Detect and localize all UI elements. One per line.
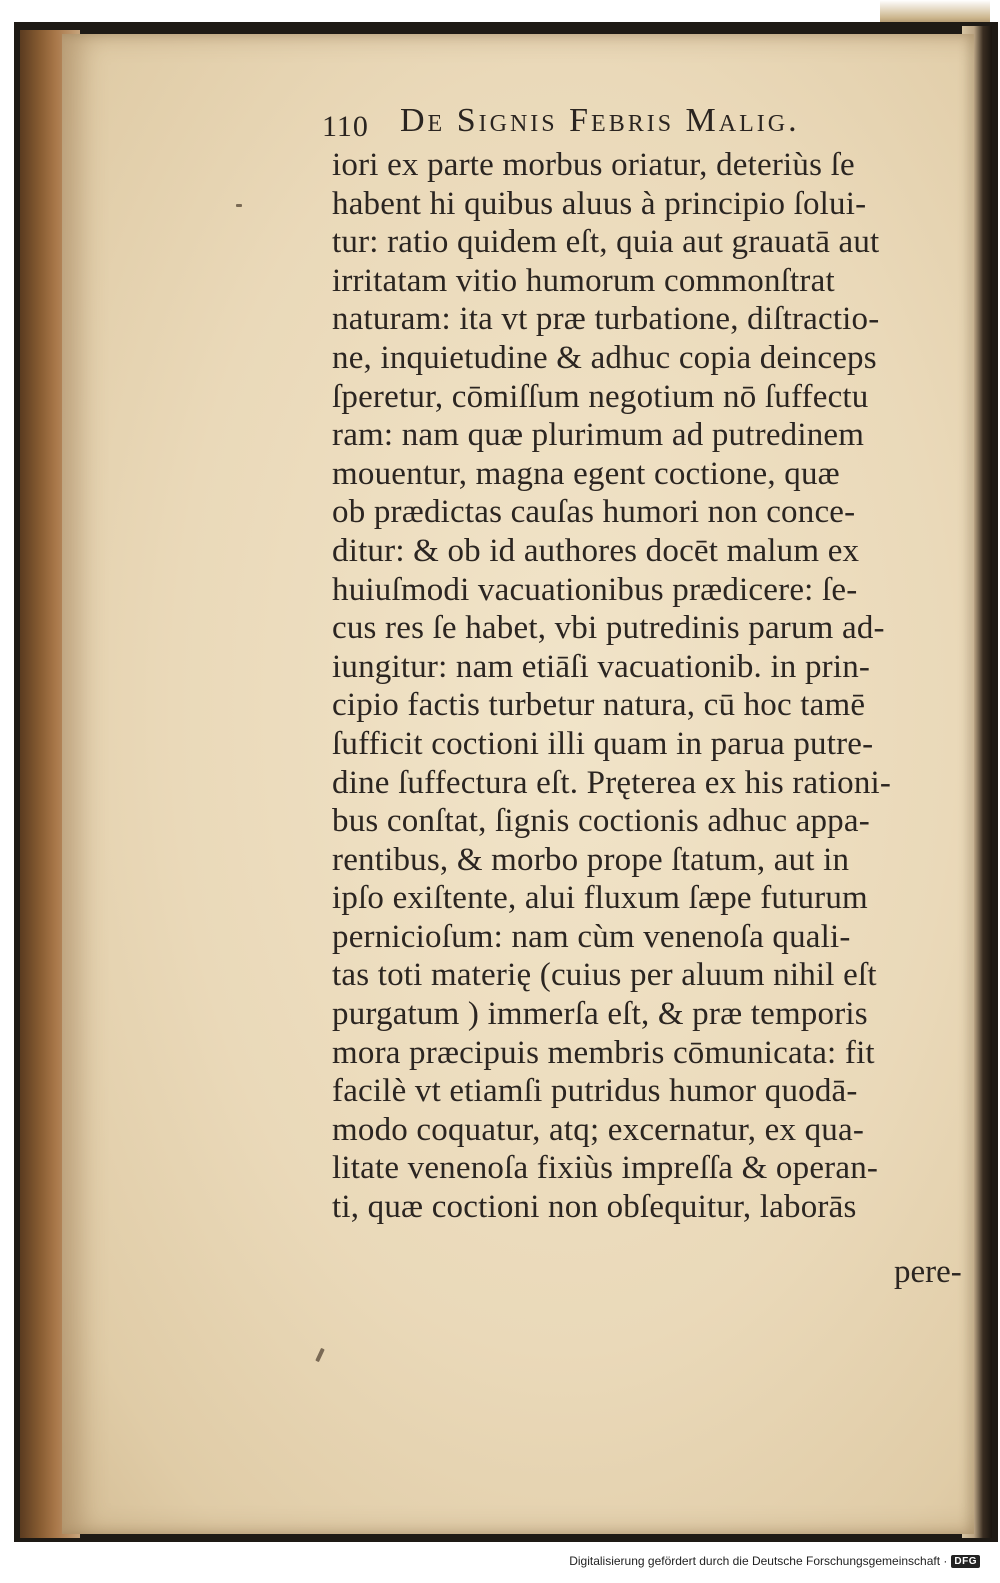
digitization-footer (569, 1554, 980, 1568)
page-header (322, 102, 862, 142)
text-line: mora præcipuis membris cōmunicata: fit (332, 1034, 875, 1071)
text-line: ſperetur, cōmiſſum negotium nō ſuffectu (332, 378, 869, 415)
page-number: 110 (322, 110, 369, 143)
text-line: habent hi quibus aluus à principio ſolui- (332, 185, 867, 222)
text-line: cipio factis turbetur natura, cū hoc tamē (332, 687, 866, 724)
text-line: mouentur, magna egent coctione, quæ (332, 455, 840, 492)
funding-note: Digitalisierung gefördert durch die Deutsche Forschungsgemeinschaft · (569, 1554, 948, 1568)
text-line: ti, quæ coctioni non obſequitur, laborās (332, 1189, 857, 1226)
text-line: ob prædictas cauſas humori non conce- (332, 494, 856, 531)
text-line: bus conſtat, ſignis coctionis adhuc appa- (332, 803, 870, 840)
text-line: huiuſmodi vacuationibus prædicere: ſe- (332, 571, 858, 608)
text-line: facilè vt etiamſi putridus humor quodā- (332, 1073, 858, 1110)
text-line: purgatum ) immerſa eſt, & præ temporis (332, 996, 868, 1033)
text-line: tas toti materię (cuius per aluum nihil eſt (332, 957, 877, 994)
text-line: iori ex parte morbus oriatur, deteriùs ſe (332, 147, 855, 183)
text-line: cus res ſe habet, vbi putredinis parum ad- (332, 610, 885, 647)
text-line: ipſo exiſtente, alui fluxum ſæpe futurum (332, 880, 868, 917)
running-title: De Signis Febris Malig. (400, 102, 800, 139)
text-line: ſufficit coctioni illi quam in parua putre- (332, 725, 874, 762)
dfg-logo: DFG (951, 1555, 980, 1568)
text-line: tur: ratio quidem eſt, quia aut grauatā aut (332, 224, 880, 261)
text-line: ditur: & ob id authores docēt malum ex (332, 532, 860, 569)
margin-speck (236, 204, 242, 207)
text-line: iungitur: nam etiāſi vacuationib. in prin- (332, 648, 871, 685)
text-line: naturam: ita vt præ turbatione, diſtractio- (332, 301, 880, 338)
text-line: rentibus, & morbo prope ſtatum, aut in (332, 841, 850, 878)
text-line: ram: nam quæ plurimum ad putredinem (332, 417, 865, 454)
catchword: pere- (894, 1254, 962, 1290)
text-line: ne, inquietudine & adhuc copia deinceps (332, 339, 877, 376)
text-line: dine ſuffectura eſt. Pręterea ex his rationi- (332, 764, 892, 801)
text-line: modo coquatur, atq; excernatur, ex qua- (332, 1111, 865, 1148)
text-line: litate venenoſa fixiùs impreſſa & operan- (332, 1150, 879, 1187)
body-text (332, 146, 972, 1227)
text-line: pernicioſum: nam cùm venenoſa quali- (332, 918, 851, 955)
text-line: irritatam vitio humorum commonſtrat (332, 262, 835, 299)
